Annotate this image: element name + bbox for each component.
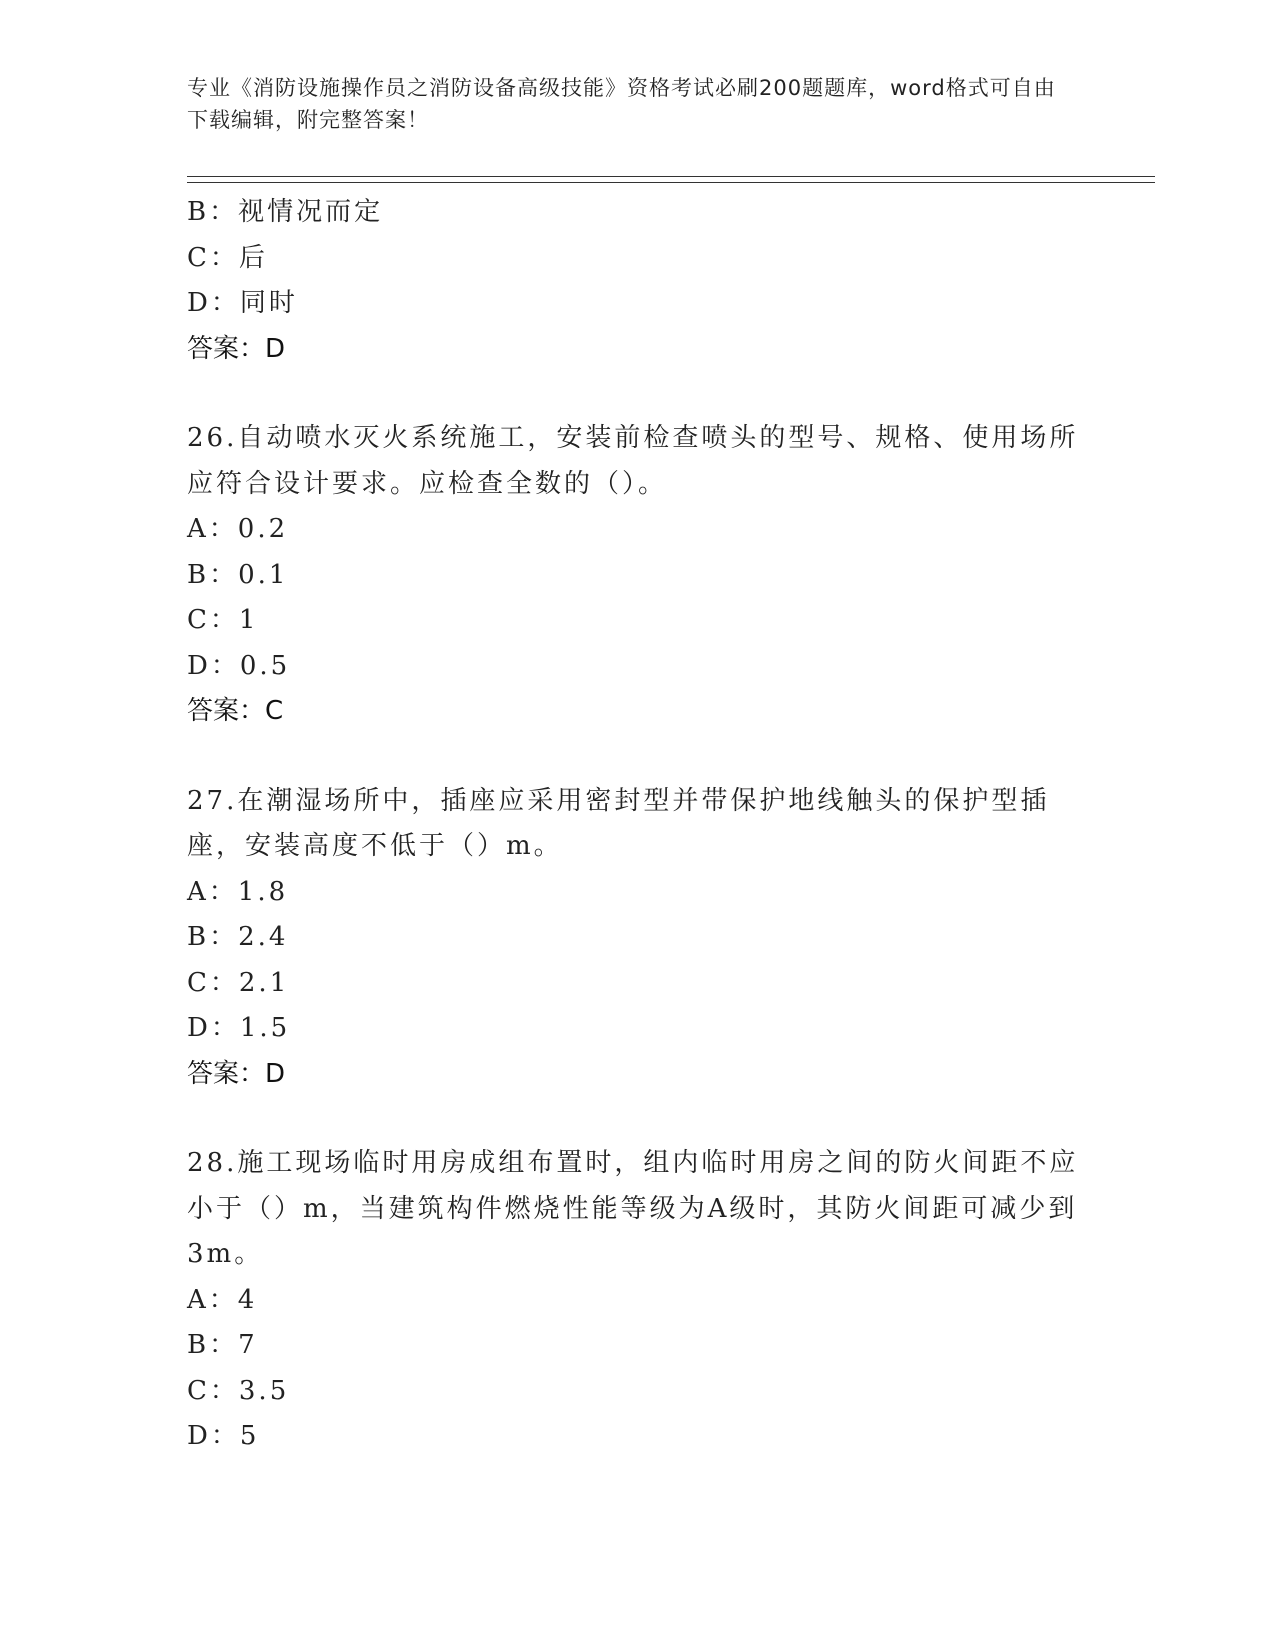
question-27 — [187, 779, 1087, 1098]
answer-line: 答案：D — [187, 1058, 286, 1089]
option-c: C：后 — [187, 242, 268, 273]
question-28 — [187, 1141, 1087, 1460]
option-b: B：2.4 — [187, 922, 289, 952]
document-header: 专业《消防设施操作员之消防设备高级技能》资格考试必刷200题题库，word格式可自由下载编辑，附完整答案！ — [187, 76, 1056, 132]
question-26 — [187, 416, 1087, 735]
option-b: B：视情况而定 — [187, 197, 384, 227]
question-list — [187, 190, 1087, 1460]
question-stem: 26.自动喷水灭火系统施工，安装前检查喷头的型号、规格、使用场所应符合设计要求。应检查全数的（）。 — [187, 423, 1079, 499]
option-c: C：2.1 — [187, 967, 290, 998]
option-b: B：7 — [187, 1330, 258, 1360]
option-d: D：同时 — [187, 288, 298, 318]
question-25-continued — [187, 190, 1087, 372]
header-divider-bottom — [187, 182, 1155, 183]
option-c: C：1 — [187, 605, 259, 635]
option-d: D：1.5 — [187, 1013, 291, 1043]
option-b: B：0.1 — [187, 559, 289, 590]
option-a: A：1.8 — [187, 876, 289, 907]
option-c: C：3.5 — [187, 1375, 290, 1406]
question-stem: 28.施工现场临时用房成组布置时，组内临时用房之间的防火间距不应小于（）m，当建筑构件燃烧性能等级为A级时，其防火间距可减少到3m。 — [187, 1148, 1079, 1269]
answer-line: 答案：C — [187, 696, 284, 726]
header-divider-top — [187, 176, 1155, 177]
option-a: A：4 — [187, 1284, 258, 1315]
option-d: D：0.5 — [187, 650, 291, 681]
option-a: A：0.2 — [187, 514, 289, 544]
answer-line: 答案：D — [187, 333, 286, 364]
question-stem: 27.在潮湿场所中，插座应采用密封型并带保护地线触头的保护型插座，安装高度不低于（）m。 — [187, 785, 1050, 861]
option-d: D：5 — [187, 1421, 260, 1451]
